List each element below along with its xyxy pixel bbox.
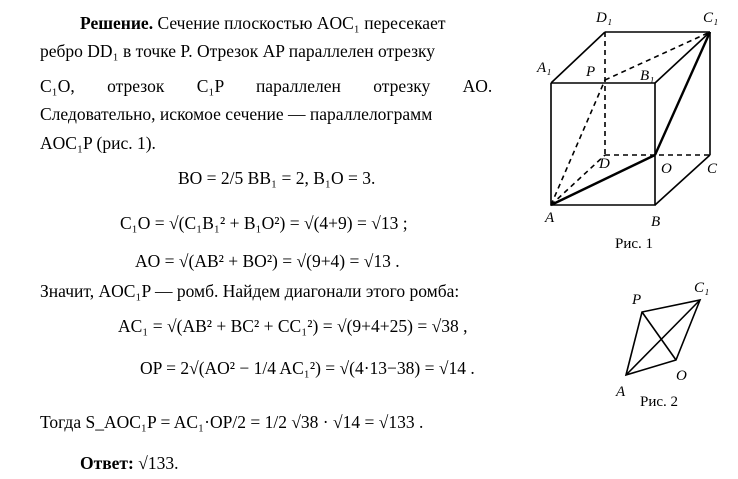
- answer-label: Ответ:: [80, 453, 134, 473]
- label-d1: D₁: [596, 10, 613, 26]
- solution-line-3: C₁O, отрезок C₁P параллелен отрезку AO.: [40, 76, 493, 96]
- label-p: P: [586, 64, 596, 80]
- label-a1: A₁: [537, 60, 552, 76]
- edge-ad-hidden: [551, 155, 605, 205]
- cube-front-face: [551, 83, 655, 205]
- fig2-label-a: A: [616, 384, 626, 400]
- solution-line-2: ребро DD₁ в точке P. Отрезок AP параллелен отрезку: [40, 41, 436, 61]
- formula-area: Тогда S_AOC₁P = AC₁·OP/2 = 1/2 √38 · √14 = √133 .: [40, 412, 424, 432]
- formula-ac1: AC₁ = √(AB² + BC² + CC₁²) = √(9+4+25) = √38 ,: [118, 316, 468, 336]
- formula-ao: AO = √(AB² + BO²) = √(9+4) = √13 .: [135, 251, 400, 271]
- figure-2-caption: Рис. 2: [640, 394, 679, 410]
- formula-op: OP = 2√(AO² − 1/4 AC₁²) = √(4·13−38) = √14 .: [140, 358, 475, 378]
- solution-line-5: AOC₁P (рис. 1).: [40, 133, 156, 153]
- figure-1-caption: Рис. 1: [615, 236, 654, 252]
- fig2-label-p: P: [632, 292, 642, 308]
- segment-oc1: [655, 32, 710, 155]
- rhombus-statement: Значит, AOC₁P — ромб. Найдем диагонали этого ромба:: [40, 281, 460, 301]
- solution-line-1: Сечение плоскостью AOC₁ пересекает: [157, 13, 446, 33]
- label-c: C: [707, 161, 718, 177]
- label-c1: C₁: [703, 10, 719, 26]
- solution-heading: Решение.: [80, 13, 154, 33]
- fig2-label-o: O: [676, 368, 687, 384]
- formula-c1o: C₁O = √(C₁B₁² + B₁O²) = √(4+9) = √13 ;: [120, 213, 408, 233]
- formula-bo: BO = 2/5 BB₁ = 2, B₁O = 3.: [178, 168, 376, 188]
- label-d: D: [599, 156, 610, 172]
- fig2-label-c1: C₁: [694, 280, 710, 296]
- edge-c1b1: [655, 32, 710, 83]
- label-b1: B₁: [640, 68, 655, 84]
- edge-a1d1: [551, 32, 605, 83]
- label-a: A: [545, 210, 555, 226]
- solution-line-4: Следовательно, искомое сечение — параллелограмм: [40, 104, 433, 124]
- figure-2-rhombus: [626, 300, 700, 375]
- segment-pc1-hidden: [605, 32, 710, 80]
- answer-value: √133.: [138, 453, 179, 473]
- segment-ap-hidden: [551, 80, 605, 205]
- label-b: B: [651, 214, 661, 230]
- label-o: O: [661, 161, 672, 177]
